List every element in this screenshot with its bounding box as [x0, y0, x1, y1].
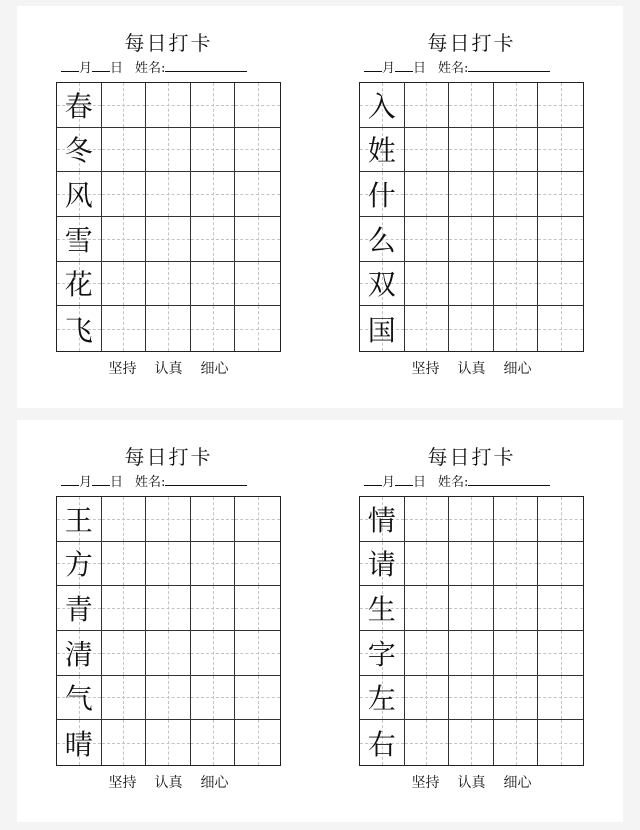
model-character-cell [360, 497, 405, 542]
practice-cell[interactable] [146, 542, 191, 587]
model-character-cell [360, 586, 405, 631]
practice-cell[interactable] [102, 262, 147, 307]
month-blank[interactable] [61, 58, 79, 72]
practice-cell[interactable] [538, 306, 583, 351]
practice-cell[interactable] [405, 720, 450, 765]
day-blank[interactable] [92, 472, 110, 486]
date-name-line [364, 472, 588, 492]
practice-cell[interactable] [405, 172, 450, 217]
model-character: 生 [367, 593, 396, 627]
practice-cell[interactable] [102, 586, 147, 631]
month-blank[interactable] [364, 472, 382, 486]
practice-cell[interactable] [405, 586, 450, 631]
practice-cell[interactable] [449, 128, 494, 173]
practice-cell[interactable] [538, 720, 583, 765]
practice-cell[interactable] [449, 631, 494, 676]
model-character: 冬 [64, 134, 93, 168]
month-label: 月 [79, 61, 93, 76]
practice-cell[interactable] [235, 720, 280, 765]
model-character-cell [360, 631, 405, 676]
writing-grid [359, 82, 584, 352]
name-label: 姓名: [135, 475, 166, 490]
writing-grid [56, 82, 281, 352]
motto [17, 774, 320, 792]
practice-cell[interactable] [191, 631, 236, 676]
card-title: 每日打卡 [427, 445, 516, 469]
practice-cell[interactable] [191, 172, 236, 217]
practice-cell[interactable] [494, 128, 539, 173]
practice-cell[interactable] [102, 172, 147, 217]
practice-cell[interactable] [538, 128, 583, 173]
practice-cell[interactable] [449, 542, 494, 587]
motto-word: 细心 [200, 775, 229, 791]
card-title: 每日打卡 [427, 31, 516, 55]
practice-cell[interactable] [102, 83, 147, 128]
name-blank[interactable] [468, 58, 550, 72]
day-blank[interactable] [92, 58, 110, 72]
motto [17, 360, 320, 378]
motto-word: 细心 [503, 361, 532, 377]
practice-cell[interactable] [146, 720, 191, 765]
practice-cell[interactable] [102, 720, 147, 765]
practice-cell[interactable] [146, 586, 191, 631]
model-character: 花 [64, 268, 93, 302]
practice-cell[interactable] [235, 172, 280, 217]
practice-cell[interactable] [235, 586, 280, 631]
month-label: 月 [79, 475, 93, 490]
day-blank[interactable] [395, 58, 413, 72]
practice-cell[interactable] [405, 542, 450, 587]
model-character-cell [57, 676, 102, 721]
practice-cell[interactable] [538, 631, 583, 676]
motto-word: 认真 [154, 775, 183, 791]
model-character: 飞 [64, 313, 93, 347]
practice-cell[interactable] [146, 262, 191, 307]
model-character-cell [57, 497, 102, 542]
practice-cell[interactable] [494, 542, 539, 587]
practice-cell[interactable] [102, 306, 147, 351]
practice-cell[interactable] [102, 217, 147, 262]
motto [320, 360, 623, 378]
model-character-cell [360, 83, 405, 128]
practice-cell[interactable] [538, 586, 583, 631]
practice-cell[interactable] [538, 542, 583, 587]
practice-cell[interactable] [494, 217, 539, 262]
practice-cell[interactable] [235, 217, 280, 262]
practice-cell[interactable] [449, 306, 494, 351]
model-character: 情 [367, 503, 396, 537]
practice-cell[interactable] [405, 83, 450, 128]
day-label: 日 [413, 475, 427, 490]
practice-cell[interactable] [494, 720, 539, 765]
practice-cell[interactable] [235, 306, 280, 351]
practice-cell[interactable] [405, 306, 450, 351]
motto-word: 坚持 [108, 361, 137, 377]
card-title: 每日打卡 [124, 445, 213, 469]
model-character: 左 [367, 682, 396, 716]
motto-word: 坚持 [411, 361, 440, 377]
model-character: 请 [367, 548, 396, 582]
practice-cell[interactable] [191, 306, 236, 351]
practice-card [320, 420, 623, 822]
practice-cell[interactable] [102, 497, 147, 542]
model-character: 王 [64, 503, 93, 537]
practice-cell[interactable] [235, 676, 280, 721]
practice-cell[interactable] [449, 172, 494, 217]
practice-card [17, 420, 320, 822]
practice-cell[interactable] [191, 586, 236, 631]
practice-cell[interactable] [235, 128, 280, 173]
model-character: 春 [64, 89, 93, 123]
practice-cell[interactable] [146, 217, 191, 262]
practice-cell[interactable] [405, 631, 450, 676]
model-character: 姓 [367, 134, 396, 168]
practice-cell[interactable] [494, 631, 539, 676]
motto [320, 774, 623, 792]
practice-cell[interactable] [405, 128, 450, 173]
name-label: 姓名: [438, 475, 469, 490]
writing-grid [359, 496, 584, 766]
practice-cell[interactable] [538, 676, 583, 721]
practice-cell[interactable] [235, 262, 280, 307]
month-blank[interactable] [61, 472, 79, 486]
practice-cell[interactable] [102, 542, 147, 587]
model-character: 清 [64, 637, 93, 671]
practice-cell[interactable] [146, 631, 191, 676]
name-blank[interactable] [165, 472, 247, 486]
practice-cell[interactable] [191, 83, 236, 128]
practice-cell[interactable] [405, 217, 450, 262]
day-label: 日 [413, 61, 427, 76]
practice-cell[interactable] [494, 306, 539, 351]
practice-cell[interactable] [538, 262, 583, 307]
month-blank[interactable] [364, 58, 382, 72]
motto-word: 认真 [457, 361, 486, 377]
motto-word: 细心 [200, 361, 229, 377]
motto-word: 坚持 [108, 775, 137, 791]
practice-cell[interactable] [146, 128, 191, 173]
model-character-cell [57, 306, 102, 351]
practice-cell[interactable] [146, 676, 191, 721]
practice-cell[interactable] [191, 128, 236, 173]
name-label: 姓名: [438, 61, 469, 76]
model-character-cell [57, 262, 102, 307]
practice-cell[interactable] [191, 676, 236, 721]
model-character-cell [57, 720, 102, 765]
practice-cell[interactable] [538, 172, 583, 217]
model-character-cell [360, 217, 405, 262]
model-character-cell [57, 631, 102, 676]
day-blank[interactable] [395, 472, 413, 486]
date-name-line [61, 58, 285, 78]
practice-card [17, 6, 320, 408]
model-character: 么 [367, 223, 396, 257]
practice-cell[interactable] [449, 720, 494, 765]
practice-cell[interactable] [146, 83, 191, 128]
practice-cell[interactable] [538, 217, 583, 262]
model-character-cell [360, 542, 405, 587]
name-label: 姓名: [135, 61, 166, 76]
model-character: 入 [367, 89, 396, 123]
model-character-cell [57, 172, 102, 217]
practice-cell[interactable] [405, 676, 450, 721]
card-title: 每日打卡 [124, 31, 213, 55]
name-blank[interactable] [165, 58, 247, 72]
practice-cell[interactable] [449, 83, 494, 128]
practice-cell[interactable] [494, 676, 539, 721]
practice-cell[interactable] [449, 262, 494, 307]
month-label: 月 [382, 61, 396, 76]
practice-cell[interactable] [449, 676, 494, 721]
practice-cell[interactable] [102, 676, 147, 721]
model-character-cell [360, 172, 405, 217]
practice-cell[interactable] [191, 217, 236, 262]
model-character-cell [360, 128, 405, 173]
model-character: 青 [64, 593, 93, 627]
motto-word: 认真 [154, 361, 183, 377]
model-character-cell [360, 676, 405, 721]
model-character-cell [360, 262, 405, 307]
model-character: 雪 [64, 223, 93, 257]
model-character: 字 [367, 637, 396, 671]
motto-word: 坚持 [411, 775, 440, 791]
practice-cell[interactable] [405, 497, 450, 542]
date-name-line [364, 58, 588, 78]
model-character-cell [57, 128, 102, 173]
practice-cell[interactable] [102, 631, 147, 676]
practice-cell[interactable] [235, 631, 280, 676]
model-character: 右 [367, 727, 396, 761]
month-label: 月 [382, 475, 396, 490]
practice-cell[interactable] [235, 542, 280, 587]
model-character: 什 [367, 179, 396, 213]
practice-cell[interactable] [191, 497, 236, 542]
practice-cell[interactable] [146, 172, 191, 217]
practice-cell[interactable] [235, 83, 280, 128]
model-character: 晴 [64, 727, 93, 761]
practice-cell[interactable] [449, 217, 494, 262]
practice-cell[interactable] [191, 542, 236, 587]
model-character-cell [360, 720, 405, 765]
practice-cell[interactable] [405, 262, 450, 307]
name-blank[interactable] [468, 472, 550, 486]
model-character-cell [57, 586, 102, 631]
practice-cell[interactable] [235, 497, 280, 542]
model-character: 双 [367, 268, 396, 302]
date-name-line [61, 472, 285, 492]
practice-cell[interactable] [449, 497, 494, 542]
practice-card [320, 6, 623, 408]
practice-cell[interactable] [494, 497, 539, 542]
model-character: 国 [367, 313, 396, 347]
practice-cell[interactable] [449, 586, 494, 631]
practice-cell[interactable] [538, 497, 583, 542]
writing-grid [56, 496, 281, 766]
motto-word: 细心 [503, 775, 532, 791]
model-character-cell [57, 542, 102, 587]
model-character-cell [57, 217, 102, 262]
practice-cell[interactable] [146, 497, 191, 542]
day-label: 日 [110, 61, 124, 76]
practice-cell[interactable] [494, 83, 539, 128]
practice-cell[interactable] [494, 262, 539, 307]
model-character: 风 [64, 179, 93, 213]
day-label: 日 [110, 475, 124, 490]
practice-cell[interactable] [494, 172, 539, 217]
practice-cell[interactable] [146, 306, 191, 351]
practice-cell[interactable] [538, 83, 583, 128]
model-character-cell [57, 83, 102, 128]
practice-cell[interactable] [102, 128, 147, 173]
motto-word: 认真 [457, 775, 486, 791]
practice-cell[interactable] [494, 586, 539, 631]
model-character-cell [360, 306, 405, 351]
practice-cell[interactable] [191, 720, 236, 765]
practice-cell[interactable] [191, 262, 236, 307]
model-character: 方 [64, 548, 93, 582]
model-character: 气 [64, 682, 93, 716]
